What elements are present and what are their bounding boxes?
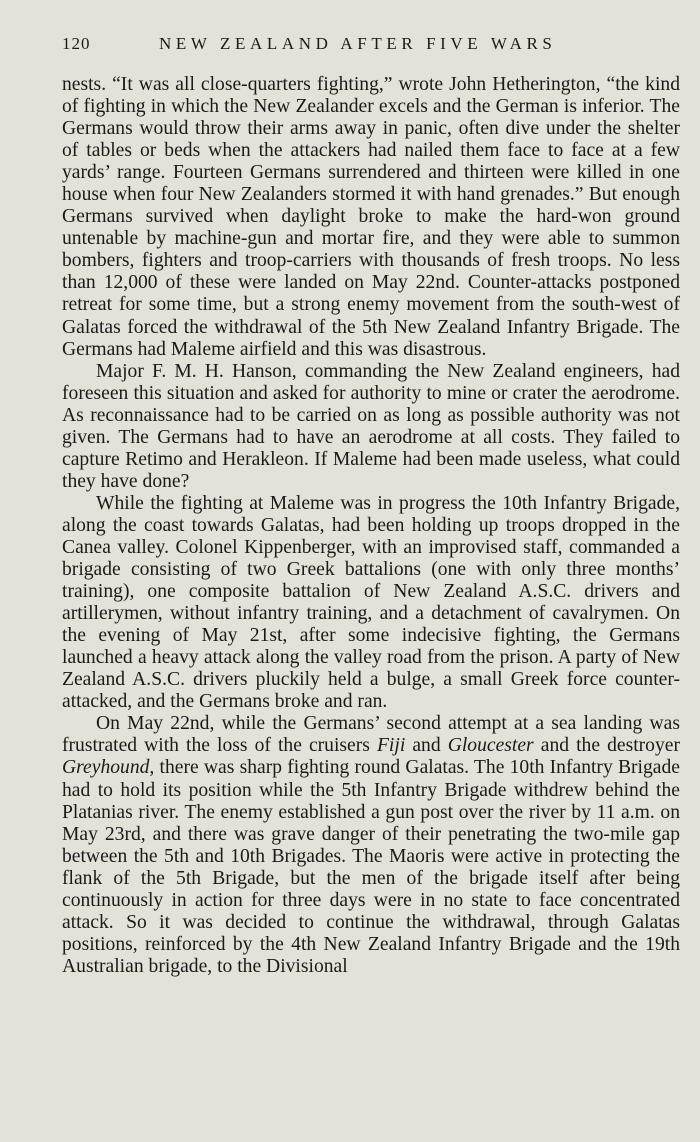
- ship-name-gloucester: Gloucester: [447, 735, 534, 757]
- body-text: [62, 74, 680, 978]
- paragraph-1: nests. “It was all close-quarters fighting,” wrote John Hetherington, “the kind of fighting in which the New Zealander excels and the German is inferior. The Germans would throw their arms away in panic, often dive under the shelter of tables or beds when the attackers had nailed them face to face at a few yards’ range. Fourteen Germans surrendered and thirteen were killed in one house when four New Zealanders stormed it with hand grenades.” But enough Germans survived when daylight broke to make the hard-won ground untenable by machine-gun and mortar fire, and they were able to summon bombers, fighters and troop-carriers with thousands of fresh troops. No less than 12,000 of these were landed on May 22nd. Counter-attacks postponed retreat for some time, but a strong enemy movement from the south-west of Galatas forced the withdrawal of the 5th New Zealand Infantry Brigade. The Germans had Maleme airfield and this was disastrous.: [62, 74, 680, 360]
- paragraph-2: Major F. M. H. Hanson, commanding the New Zealand engineers, had foreseen this situation and asked for authority to mine or crater the aerodrome. As reconnaissance had to be carried on as long as possible authority was not given. The Germans had to have an aerodrome at all costs. They failed to capture Retimo and Herakleon. If Maleme had been made useless, what could they have done?: [62, 360, 680, 492]
- paragraph-4-text-3: and the destroyer: [533, 735, 681, 757]
- ship-name-fiji: Fiji: [376, 735, 406, 757]
- paragraph-4-text-4: there was sharp fighting round Galatas. The 10th Infantry Brigade had to hold its position while the 5th Infantry Brigade withdrew behind the Platanias river. The enemy established a gun post over the river by 11 a.m. on May 23rd, and there was grave danger of their penetrating the two-mile gap between the 5th and 10th Brigades. The Maoris were active in protecting the flank of the 5th Brigade, but the men of the brigade itself after being continuously in action for three days were in no state to face concentrated attack. So it was decided to continue the withdrawal, through Galatas positions, reinforced by the 4th New Zealand Infantry Brigade and the 19th Australian brigade, to the Divisional: [62, 757, 680, 977]
- paragraph-4-text-1: On May 22nd, while the Germans’ second attempt at a sea landing was frustrated with the loss of the cruisers: [62, 713, 680, 757]
- running-head-title: NEW ZEALAND AFTER FIVE WARS: [159, 34, 557, 53]
- page-number: 120: [62, 34, 91, 53]
- ship-name-greyhound: Greyhound,: [62, 757, 155, 779]
- paragraph-4: [62, 713, 680, 978]
- paragraph-4-text-2: and: [405, 735, 448, 757]
- paragraph-3: While the fighting at Maleme was in progress the 10th Infantry Brigade, along the coast towards Galatas, had been holding up troops dropped in the Canea valley. Colonel Kippenberger, with an improvised staff, commanded a brigade consisting of two Greek battalions (one with only three months’ training), one composite battalion of New Zealand A.S.C. drivers and artillerymen, without infantry training, and a detachment of cavalrymen. On the evening of May 21st, after some indecisive fighting, the Germans launched a heavy attack along the valley road from the prison. A party of New Zealand A.S.C. drivers pluckily held a bulge, a small Greek force counter-attacked, and the Germans broke and ran.: [62, 492, 680, 713]
- running-head: [62, 34, 680, 64]
